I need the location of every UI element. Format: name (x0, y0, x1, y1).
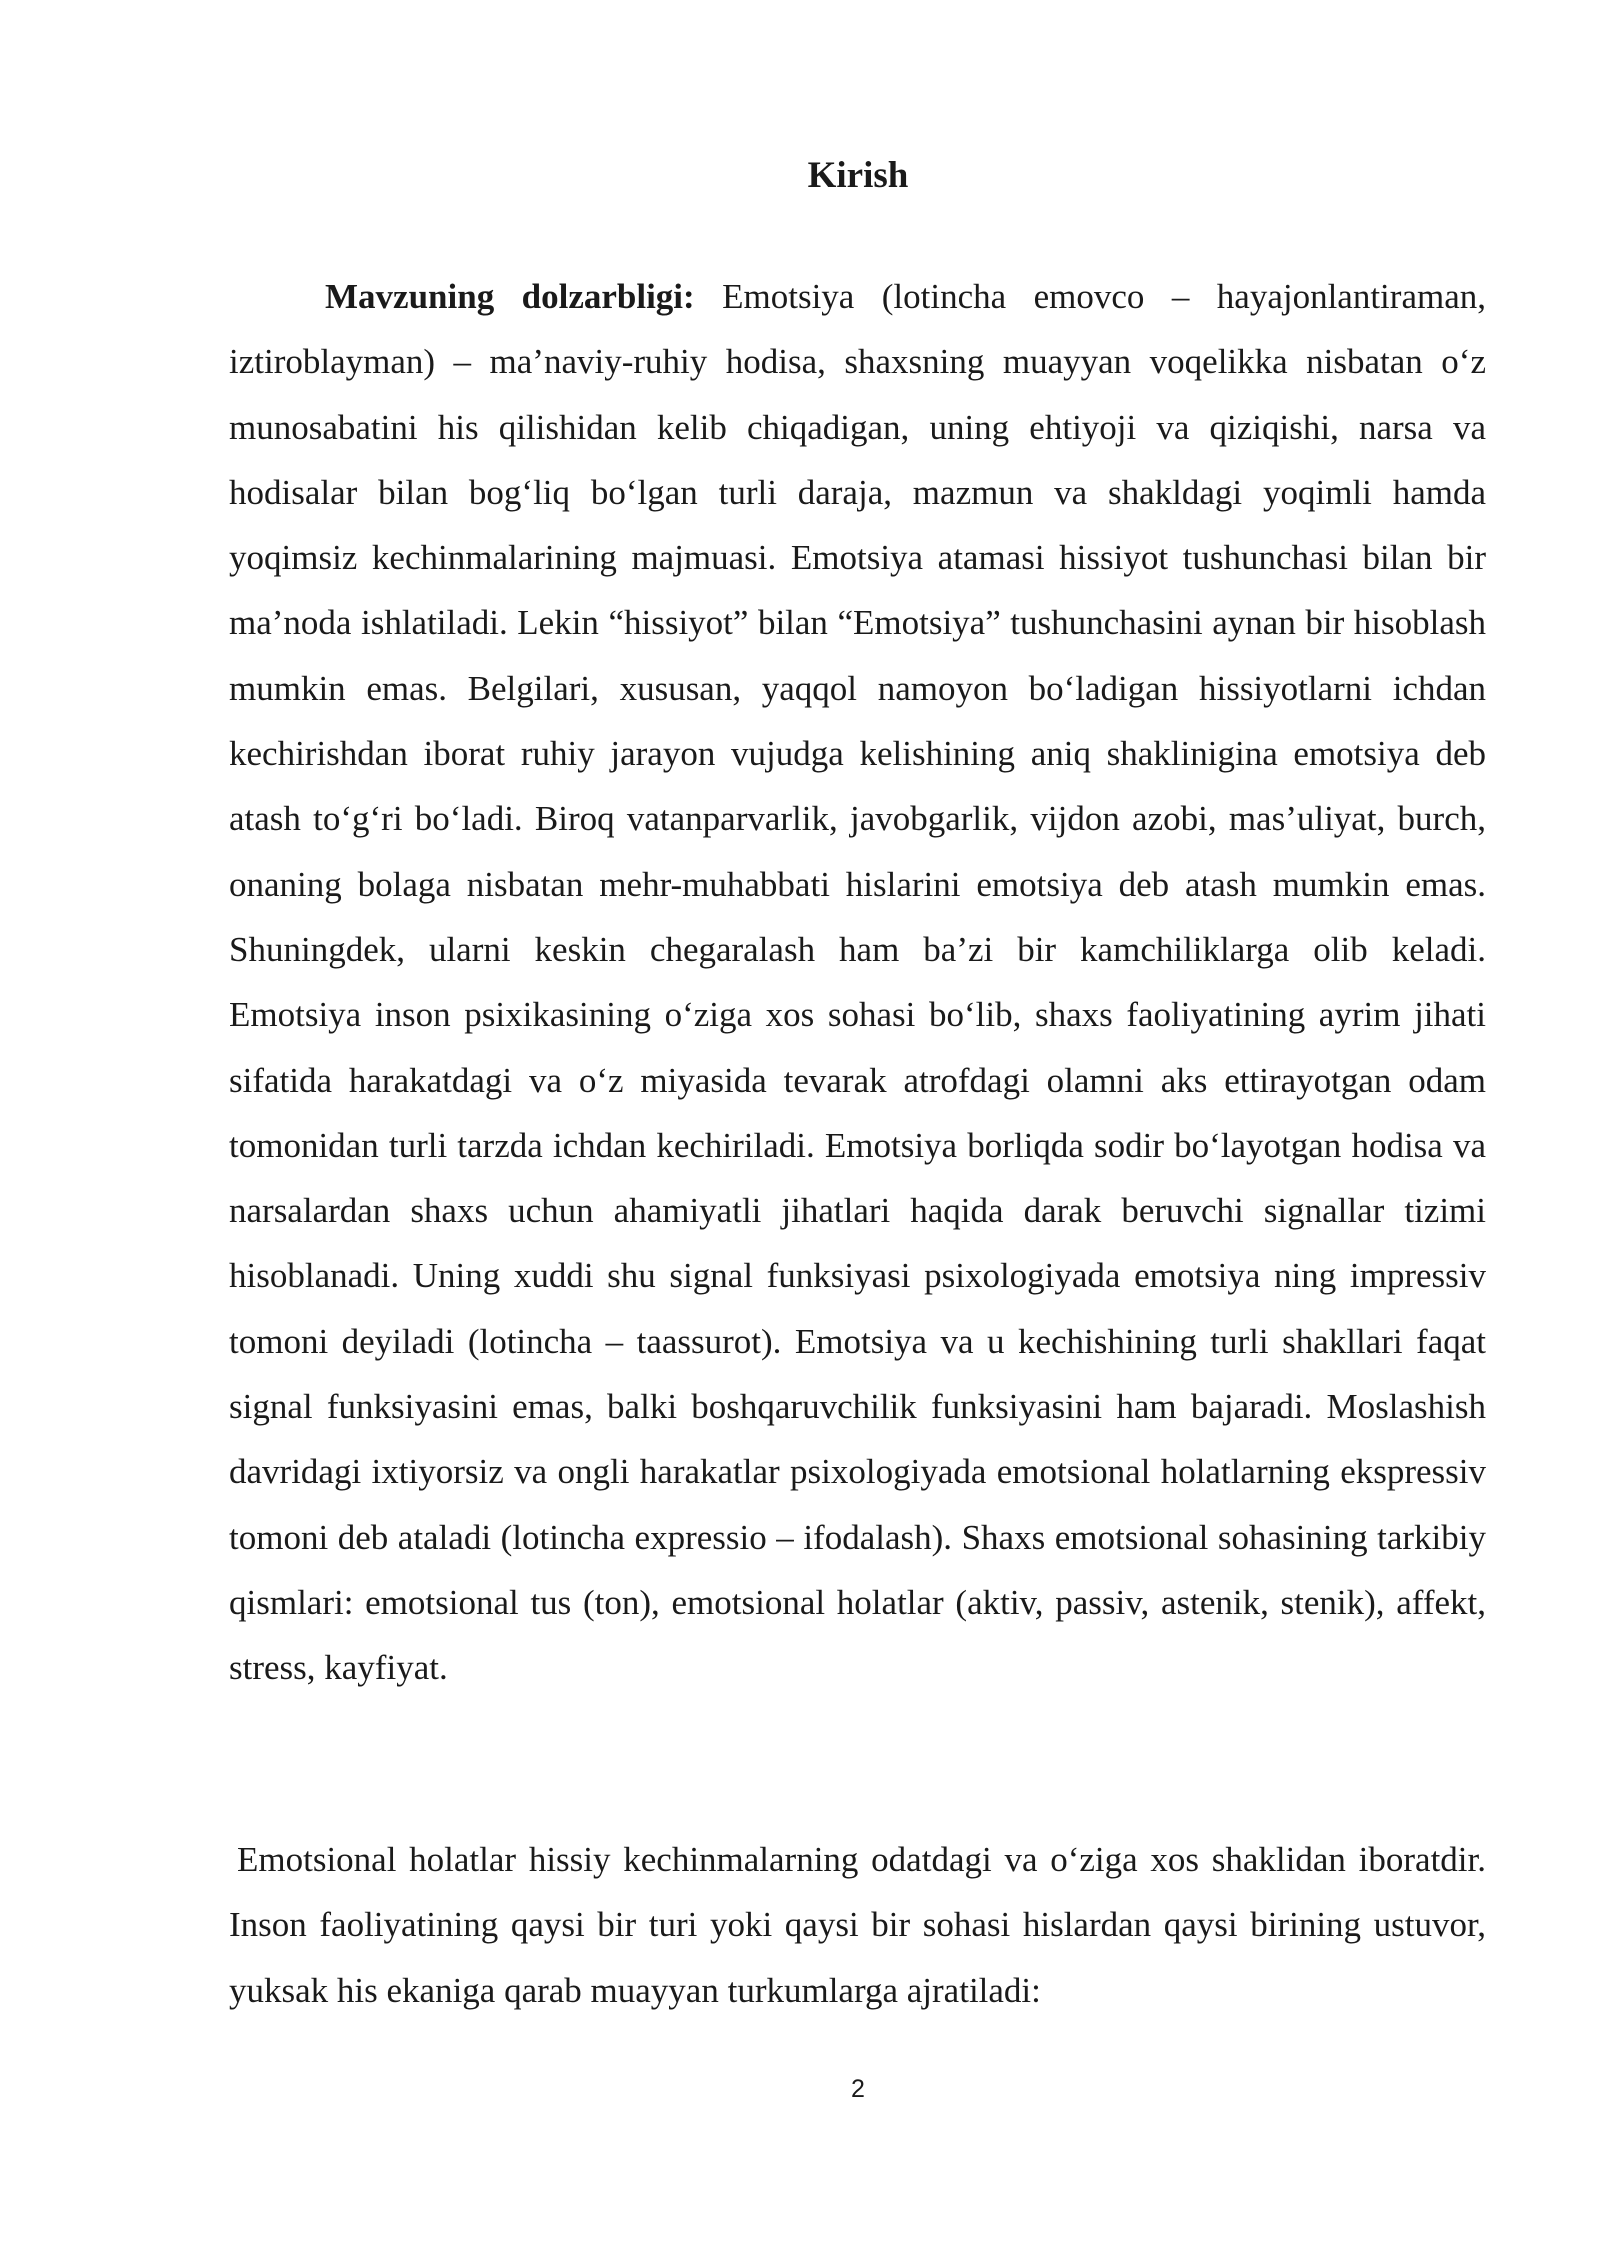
body-paragraph-2: Emotsional holatlar hissiy kechinmalarning odatdagi va o‘ziga xos shaklidan iboratdir. Inson faoliyatining qaysi bir turi yoki qaysi bir sohasi hislardan qaysi birining ustuvor, yuksak his ekaniga qarab muayyan turkumlarga ajratiladi: (229, 1840, 1486, 2010)
page-number: 2 (851, 2075, 865, 2103)
paragraph-1-text: Emotsiya (lotincha emovco – hayajonlantiraman, iztiroblayman) – ma’naviy-ruhiy hodisa, shaxsning muayyan voqelikka nisbatan o‘z munosabatini his qilishidan kelib chiqadigan, uning ehtiyoji va qiziqishi, narsa va hodisalar bilan bog‘liq bo‘lgan turli daraja, mazmun va shakldagi yoqimli hamda yoqimsiz kechinmalarining majmuasi. Emotsiya atamasi hissiyot tushunchasi bilan bir ma’noda ishlatiladi. Lekin “hissiyot” bilan “Emotsiya” tushunchasini aynan bir hisoblash mumkin emas. Belgilari, xususan, yaqqol namoyon bo‘ladigan hissiyotlarni ichdan kechirishdan iborat ruhiy jarayon vujudga kelishining aniq shaklinigina emotsiya deb atash to‘g‘ri bo‘ladi. Biroq vatanparvarlik, javobgarlik, vijdon azobi, mas’uliyat, burch, onaning bolaga nisbatan mehr-muhabbati hislarini emotsiya deb atash mumkin emas. Shuningdek, ularni keskin chegaralash ham ba’zi bir kamchiliklarga olib keladi. Emotsiya inson psixikasining o‘ziga xos sohasi bo‘lib, shaxs faoliyatining ayrim jihati sifatida harakatdagi va o‘z miyasida tevarak atrofdagi olamni aks ettirayotgan odam tomonidan turli tarzda ichdan kechiriladi. Emotsiya borliqda sodir bo‘layotgan hodisa va narsalardan shaxs uchun ahamiyatli jihatlari haqida darak beruvchi signallar tizimi hisoblanadi. Uning xuddi shu signal funksiyasi psixologiyada emotsiya ning impressiv tomoni deyiladi (lotincha – taassurot). Emotsiya va u kechishining turli shakllari faqat signal funksiyasini emas, balki boshqaruvchilik funksiyasini ham bajaradi. Moslashish davridagi ixtiyorsiz va ongli harakatlar psixologiyada emotsional holatlarning ekspressiv tomoni deb ataladi (lotincha expressio – ifodalash). Shaxs emotsional sohasining tarkibiy qismlari: emotsional tus (ton), emotsional holatlar (aktiv, passiv, astenik, stenik), affekt, stress, kayfiyat. (229, 277, 1486, 1688)
paragraph-lead-heading: Mavzuning dolzarbligi: (325, 277, 695, 316)
body-paragraph-1 (229, 264, 1486, 1701)
page-title: Kirish (807, 155, 909, 196)
